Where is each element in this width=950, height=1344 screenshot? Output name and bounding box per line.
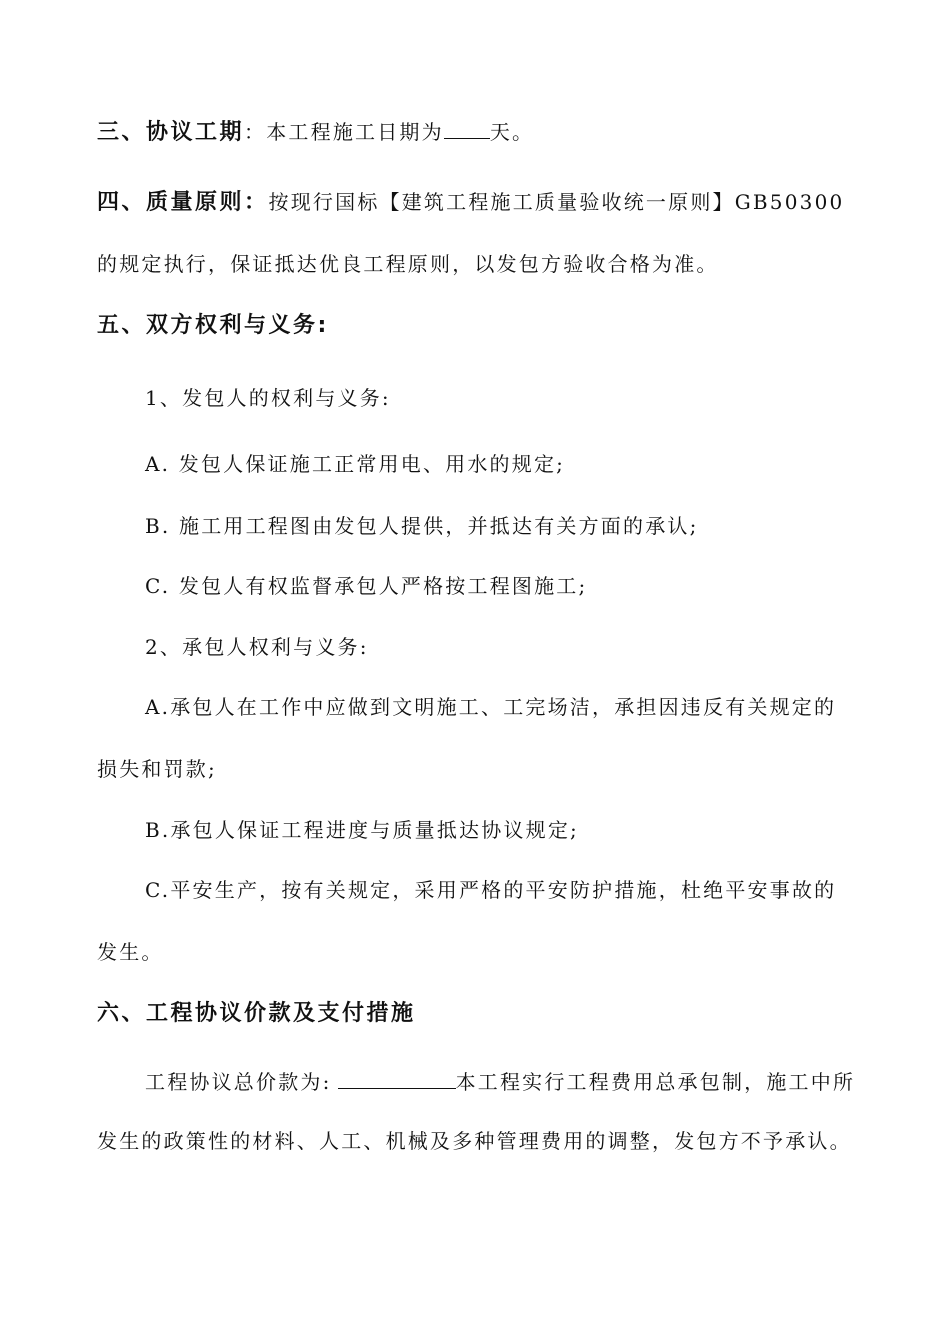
section-6-line-2: 发生的政策性的材料、人工、机械及多种管理费用的调整，发包方不予承认。 (97, 1129, 852, 1153)
section-5-item-1-title: 1、发包人的权利与义务: (145, 386, 391, 410)
section-4-line-2: 的规定执行，保证抵达优良工程原则，以发包方验收合格为准。 (97, 252, 719, 276)
section-5-heading: 五、双方权利与义务: (97, 313, 329, 338)
section-4-text-1: 按现行国标【建筑工程施工质量验收统一原则】GB50300 (268, 190, 845, 214)
section-3-heading: 三、协议工期 (97, 120, 245, 145)
section-3-text-before: 本工程施工日期为 (266, 120, 444, 144)
section-6-text-after: 本工程实行工程费用总承包制，施工中所 (455, 1070, 856, 1094)
section-5-item-2-c-line-1: C.平安生产，按有关规定，采用严格的平安防护措施，杜绝平安事故的 (145, 878, 837, 902)
section-5-item-1-b: B. 施工用工程图由发包人提供，并抵达有关方面的承认; (145, 514, 699, 538)
section-6-text-before: 工程协议总价款为 (145, 1070, 323, 1094)
duration-days-blank (444, 118, 490, 139)
section-3-text-after: 天。 (489, 120, 535, 144)
section-5-item-2-a-line-2: 损失和罚款; (97, 757, 217, 781)
section-5-item-1-c: C. 发包人有权监督承包人严格按工程图施工; (145, 574, 588, 598)
section-5-item-2-c-line-2: 发生。 (97, 940, 164, 964)
section-5-item-2-title: 2、承包人权利与义务: (145, 635, 369, 659)
section-5-item-2-b: B.承包人保证工程进度与质量抵达协议规定; (145, 818, 579, 842)
section-5-item-1-a: A. 发包人保证施工正常用电、用水的规定; (145, 452, 566, 476)
section-6-colon: : (322, 1070, 332, 1094)
section-3-colon: ： (244, 120, 267, 144)
section-3-line (97, 117, 534, 148)
section-4-line-1 (97, 187, 844, 218)
section-6-line-1 (145, 1067, 855, 1097)
total-price-blank (338, 1068, 456, 1089)
section-5-item-2-a-line-1: A.承包人在工作中应做到文明施工、工完场洁，承担因违反有关规定的 (145, 695, 837, 719)
section-6-heading: 六、工程协议价款及支付措施 (97, 1001, 416, 1026)
section-4-heading: 四、质量原则： (97, 190, 269, 215)
